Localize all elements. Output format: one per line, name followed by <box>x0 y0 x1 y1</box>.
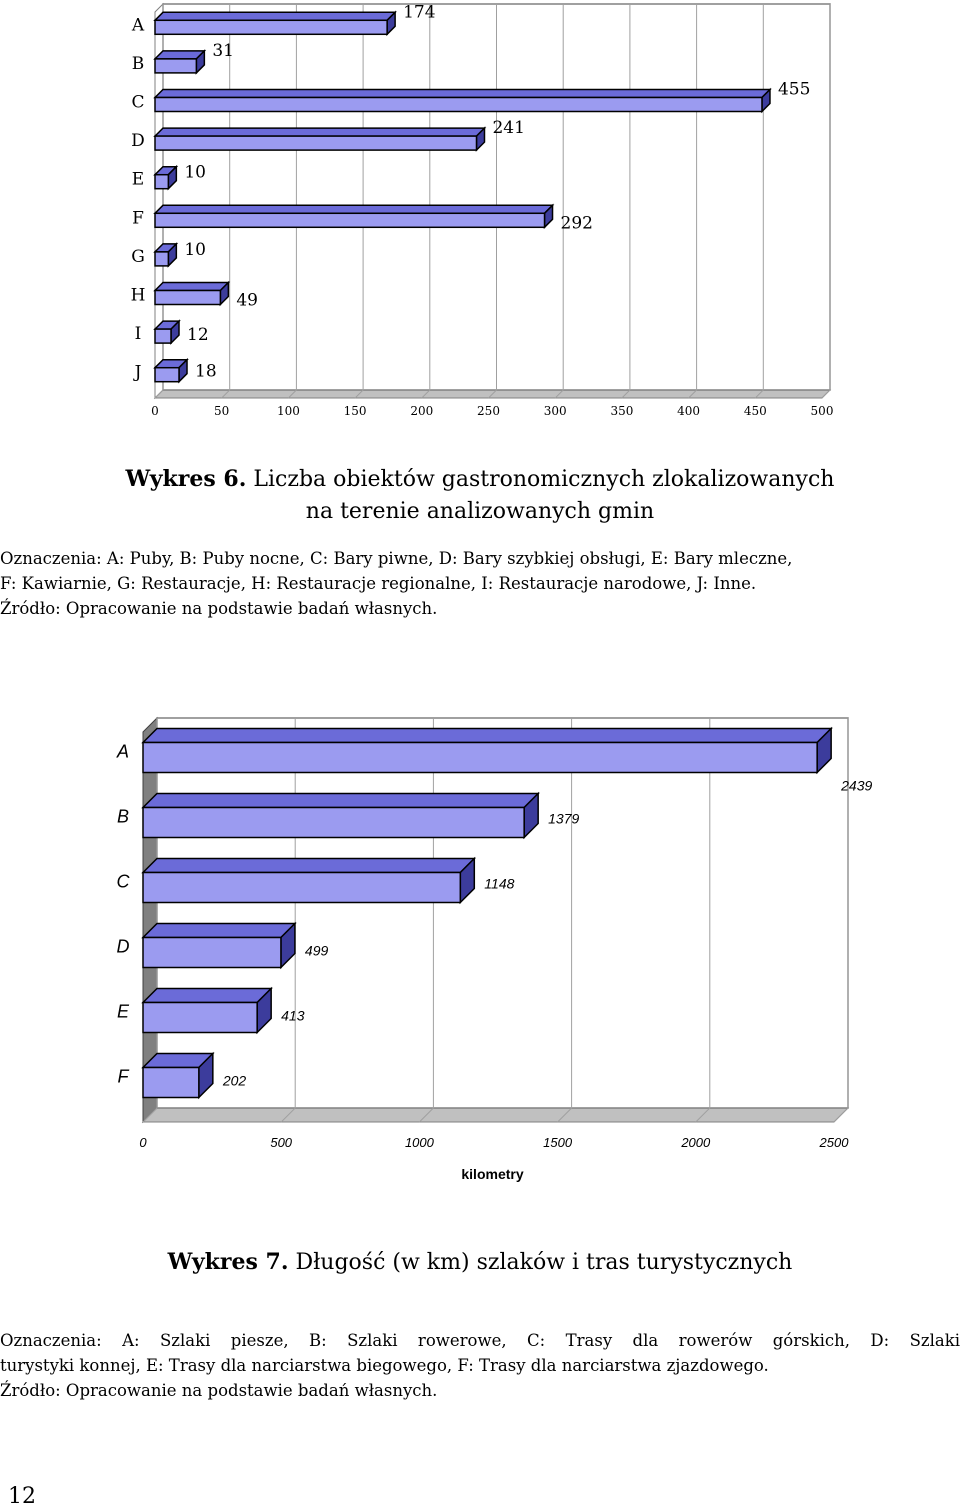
category-label: E <box>131 169 145 190</box>
figure7-notes-line2: turystyki konnej, E: Trasy dla narciarstwa biegowego, F: Trasy dla narciarstwa zjazdowego. <box>0 1356 769 1375</box>
x-axis-label: kilometry <box>461 1166 524 1182</box>
data-label: 12 <box>187 325 209 346</box>
x-tick-label: 250 <box>477 404 500 418</box>
bar-top-face <box>143 794 538 808</box>
figure6-title-text: Liczba obiektów gastronomicznych zlokalizowanych <box>253 467 835 492</box>
page-number: 12 <box>8 1484 36 1509</box>
category-label: B <box>116 806 130 827</box>
bar <box>155 252 168 266</box>
bar <box>143 873 460 903</box>
x-tick-label: 400 <box>677 404 701 418</box>
bar-top-face <box>143 729 831 743</box>
x-tick-label: 450 <box>743 404 767 418</box>
data-label: 241 <box>492 118 525 139</box>
data-label: 49 <box>236 290 259 311</box>
x-tick-label: 2000 <box>681 1135 711 1150</box>
figure6-source: Źródło: Opracowanie na podstawie badań własnych. <box>0 599 438 618</box>
data-label: 10 <box>184 162 206 183</box>
bar <box>155 98 762 112</box>
bar <box>143 1003 257 1033</box>
data-label: 202 <box>222 1072 247 1089</box>
x-tick-label: 0 <box>139 1135 147 1150</box>
x-tick-label: 0 <box>151 404 159 418</box>
category-label: J <box>134 362 142 383</box>
data-label: 18 <box>195 361 217 382</box>
figure6-caption <box>0 463 960 528</box>
x-tick-label: 300 <box>543 404 567 418</box>
bar-top-face <box>155 12 395 20</box>
bar <box>155 329 171 343</box>
figure6-notes-line2: F: Kawiarnie, G: Restauracje, H: Restauracje regionalne, I: Restauracje narodowe, J: Inne. <box>0 574 757 593</box>
plot-area-border <box>157 718 848 1108</box>
category-label: I <box>134 324 142 345</box>
figure6-notes-line1: Oznaczenia: A: Puby, B: Puby nocne, C: Bary piwne, D: Bary szybkiej obsługi, E: Bary mleczne, <box>0 549 793 568</box>
figure7-notes-line1: Oznaczenia: A: Szlaki piesze, B: Szlaki rowerowe, C: Trasy dla rowerów górskich, D: Szlaki <box>0 1331 960 1350</box>
data-label: 455 <box>777 79 811 100</box>
data-label: 1148 <box>484 875 515 892</box>
data-label: 413 <box>281 1007 305 1024</box>
x-tick-label: 200 <box>410 404 434 418</box>
bar <box>155 59 196 73</box>
category-label: A <box>116 741 130 762</box>
category-label: D <box>131 131 145 152</box>
data-label: 499 <box>304 942 329 959</box>
x-tick-label: 1500 <box>543 1135 573 1150</box>
category-label: B <box>131 53 145 74</box>
figure7-label: Wykres 7. <box>167 1249 289 1275</box>
bar-top-face <box>143 859 474 873</box>
figure7-title: Długość (w km) szlaków i tras turystycznych <box>295 1250 793 1275</box>
bar <box>155 291 220 305</box>
bar-top-face <box>143 924 295 938</box>
data-label: 174 <box>403 2 436 23</box>
bar-top-face <box>143 989 271 1003</box>
x-tick-label: 350 <box>610 404 634 418</box>
x-tick-label: 500 <box>810 404 834 418</box>
category-label: F <box>132 208 144 229</box>
bar <box>143 808 524 838</box>
figure6-notes <box>0 546 960 621</box>
data-label: 10 <box>184 239 206 260</box>
x-tick-label: 100 <box>276 404 300 418</box>
bar-top-face <box>155 90 770 98</box>
category-label: C <box>131 92 145 113</box>
category-label: E <box>116 1001 130 1022</box>
bar <box>143 1068 199 1098</box>
x-tick-label: 50 <box>214 404 230 418</box>
category-label: F <box>117 1066 129 1087</box>
bar-top-face <box>155 283 228 291</box>
floor <box>143 1108 848 1122</box>
data-label: 31 <box>212 40 234 61</box>
figure6-title-line2: na terenie analizowanych gmin <box>305 499 655 524</box>
bar <box>155 136 476 150</box>
data-label: 1379 <box>548 810 580 827</box>
bar <box>155 20 387 34</box>
figure7-notes <box>0 1328 960 1403</box>
x-tick-label: 150 <box>343 404 367 418</box>
bar <box>155 213 545 227</box>
category-label: H <box>130 285 146 306</box>
figure6-label: Wykres 6. <box>125 466 247 492</box>
bar <box>143 743 817 773</box>
bar <box>155 175 168 189</box>
x-tick-label: 2500 <box>819 1135 849 1150</box>
chart-gastronomy <box>0 0 960 440</box>
bar <box>143 938 281 968</box>
bar <box>155 368 179 382</box>
bar-top-face <box>155 128 484 136</box>
figure7-caption <box>0 1246 960 1279</box>
category-label: A <box>131 15 145 36</box>
category-label: C <box>116 871 130 892</box>
figure7-source: Źródło: Opracowanie na podstawie badań własnych. <box>0 1381 438 1400</box>
chart-trails <box>0 700 960 1200</box>
x-tick-label: 500 <box>270 1135 293 1150</box>
category-label: G <box>131 246 145 267</box>
data-label: 2439 <box>841 777 873 794</box>
x-tick-label: 1000 <box>404 1135 434 1150</box>
category-label: D <box>116 936 130 957</box>
data-label: 292 <box>560 213 593 234</box>
figure6-title-line1 <box>126 467 835 492</box>
bar-top-face <box>155 205 553 213</box>
